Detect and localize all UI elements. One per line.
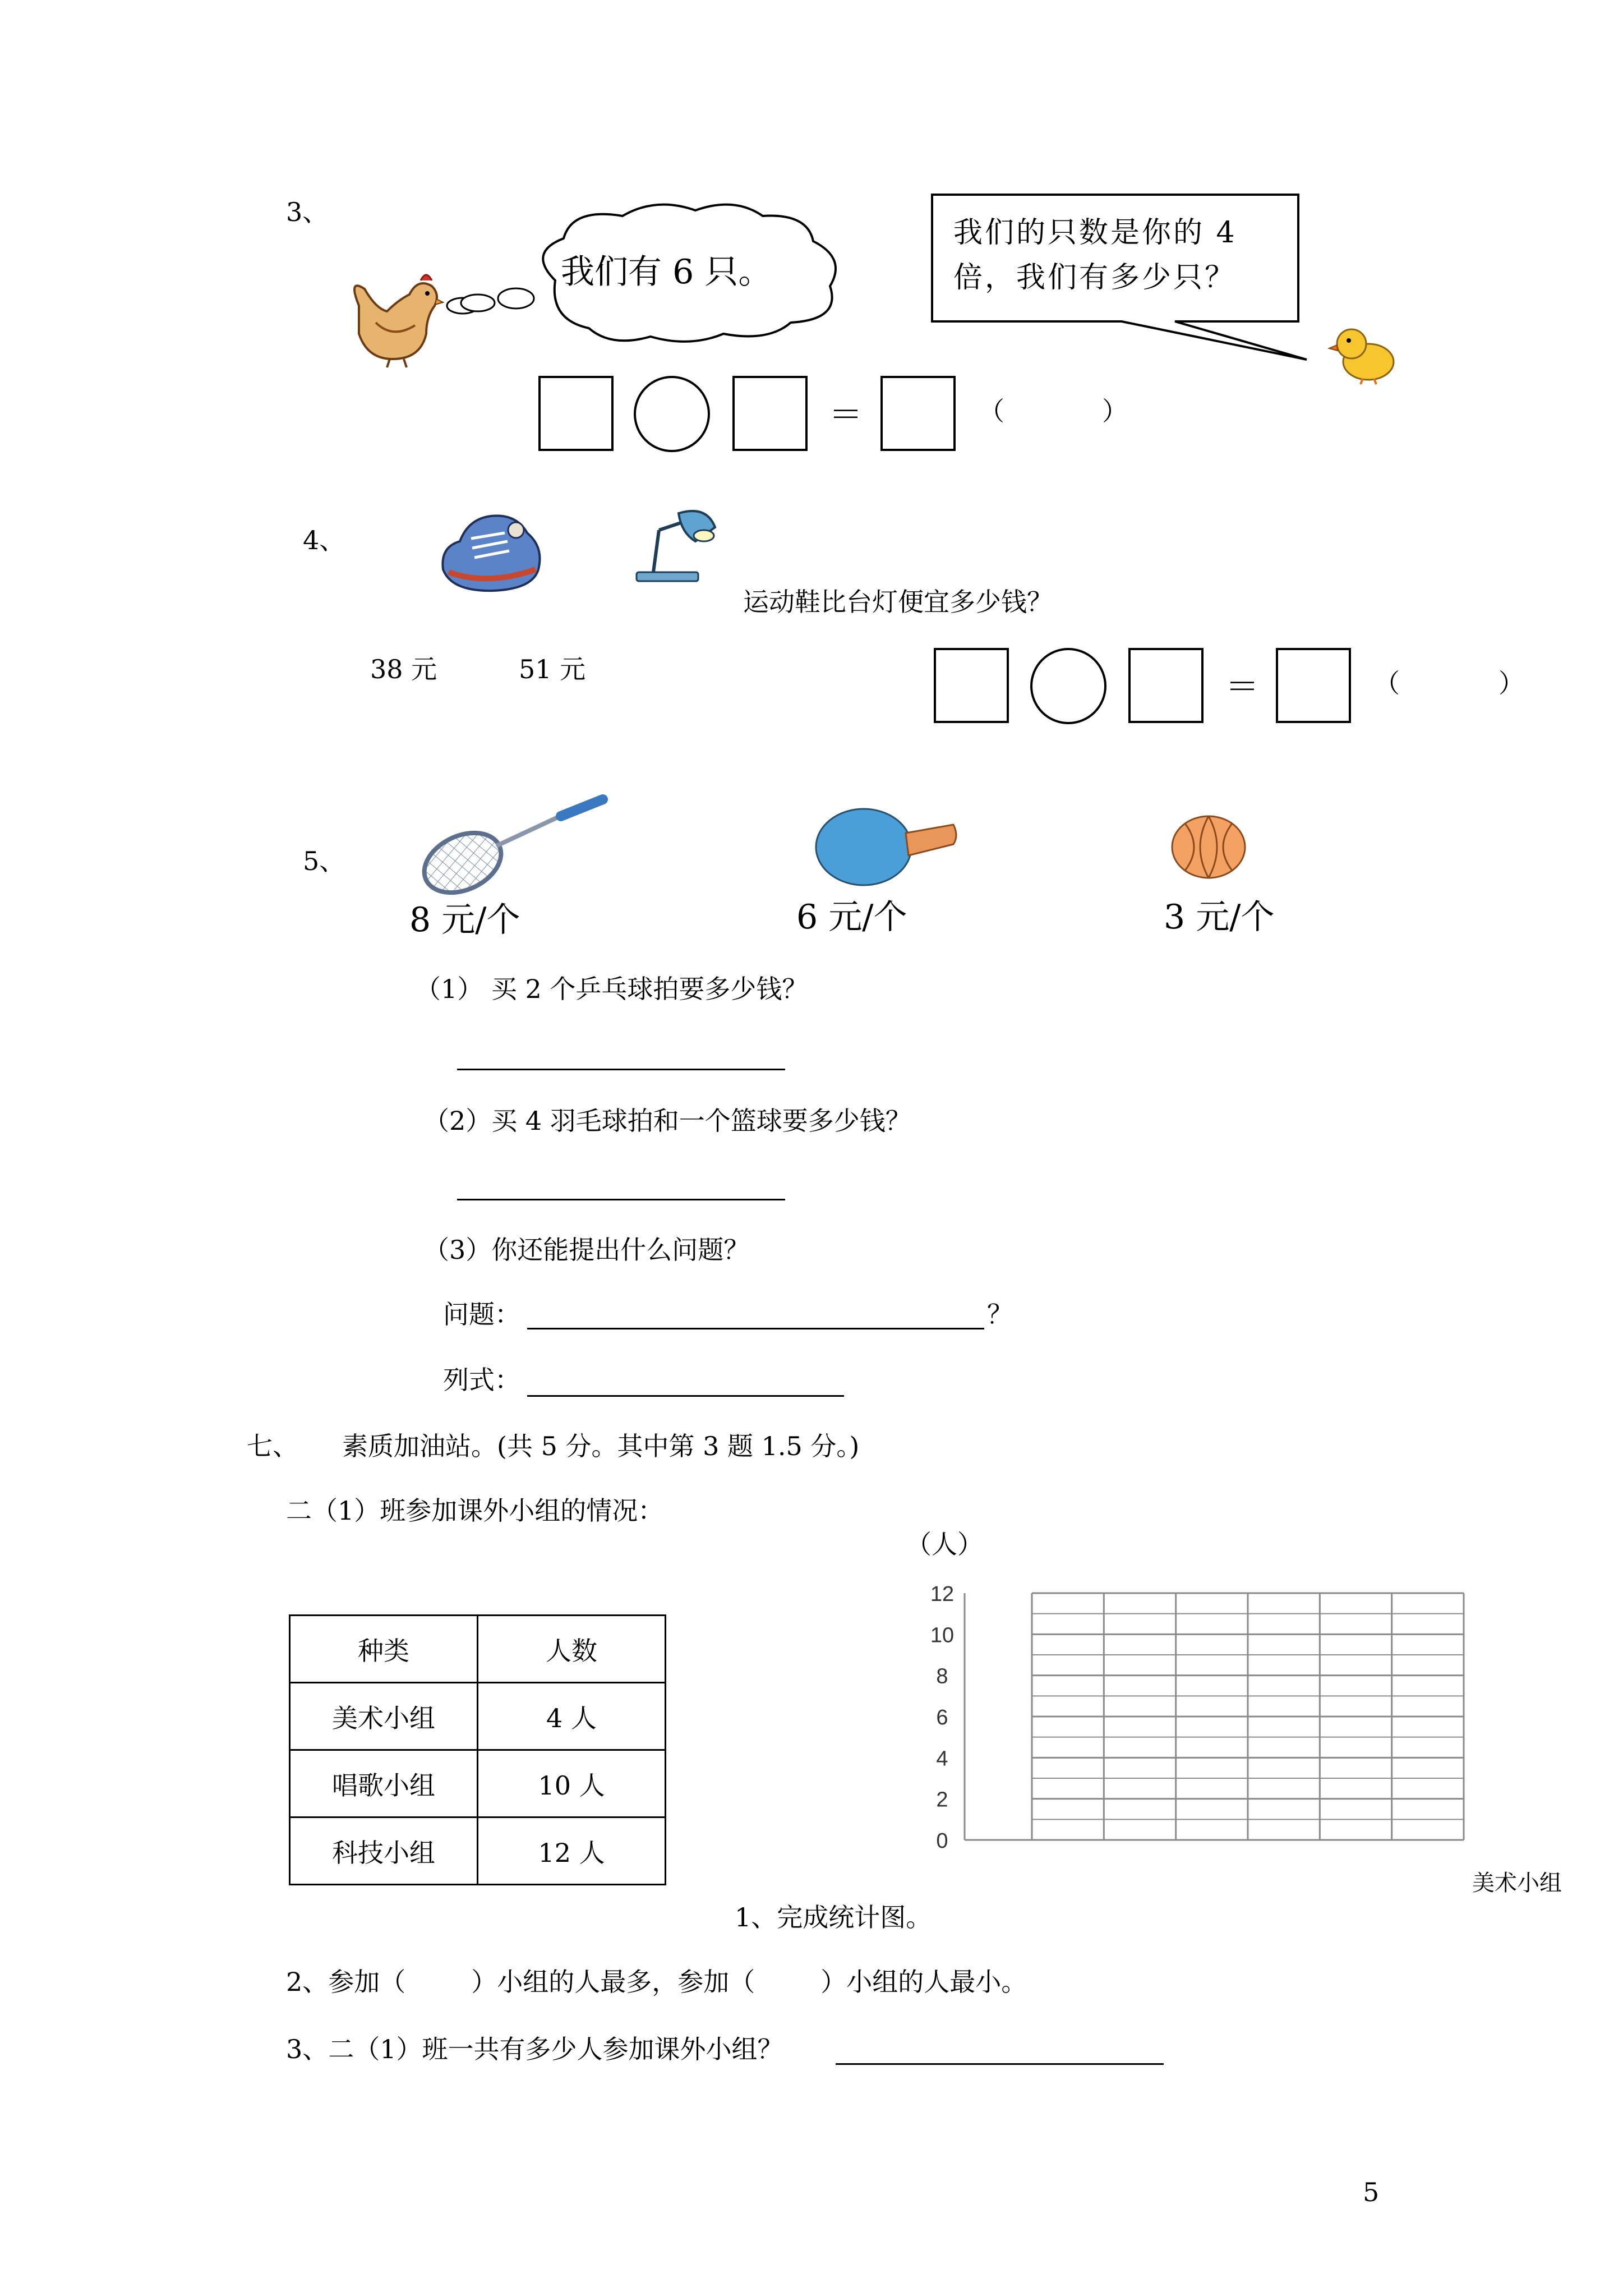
section7-title: 素质加油站。(共 5 分。其中第 3 题 1.5 分。) (342, 1431, 860, 1461)
task1-text: 1、完成统计图。 (735, 1902, 932, 1932)
q5-pingpong-price: 6 元/个 (796, 898, 907, 937)
q3-result-box[interactable] (880, 376, 956, 451)
q4-equals: ＝ (1225, 668, 1259, 707)
q5-basketball-price: 3 元/个 (1164, 898, 1275, 937)
table-row (290, 1818, 666, 1885)
group-stats-table (289, 1614, 666, 1885)
q3-answer-box-1[interactable] (538, 376, 614, 451)
table-header-cell: 种类 (290, 1616, 478, 1683)
q4-unit-paren-close: ） (1498, 668, 1524, 698)
q5-badminton-price: 8 元/个 (409, 900, 520, 940)
y-tick-label: 4 (936, 1747, 948, 1771)
q5-formula-label: 列式： (443, 1365, 520, 1395)
q3-speech-text (953, 210, 1237, 300)
task3-text: 3、二（1）班一共有多少人参加课外小组？ (286, 2034, 783, 2064)
y-tick-label: 6 (936, 1706, 948, 1729)
hen-icon (342, 255, 443, 367)
q4-result-box[interactable] (1276, 648, 1351, 723)
table-row (290, 1683, 666, 1750)
y-tick-label: 2 (936, 1788, 948, 1812)
table-cell: 美术小组 (290, 1683, 478, 1750)
table-cell: 10 人 (478, 1750, 666, 1818)
q4-number: 4、 (303, 525, 345, 555)
pingpong-paddle-icon (813, 799, 959, 889)
q5-number: 5、 (303, 846, 345, 876)
q3-unit-paren-close: ） (1102, 396, 1128, 426)
table-cell: 12 人 (478, 1818, 666, 1885)
q4-answer-box-1[interactable] (934, 648, 1009, 723)
q5-sub1: （1） 买 2 个乒乓球拍要多少钱？ (415, 974, 808, 1004)
q3-answer-box-2[interactable] (732, 376, 808, 451)
q5-sub3: （3）你还能提出什么问题？ (423, 1235, 750, 1265)
y-tick-label: 0 (936, 1829, 948, 1853)
page-number: 5 (1363, 2177, 1380, 2207)
q5-question-label: 问题： (443, 1299, 520, 1329)
y-tick-label: 8 (936, 1664, 948, 1688)
duckling-icon (1329, 323, 1396, 384)
bar-chart-grid[interactable] (920, 1571, 1481, 1862)
q5-sub2-answer-line[interactable] (457, 1199, 785, 1200)
q5-question-end: ？ (987, 1299, 1013, 1329)
section7-intro: 二（1）班参加课外小组的情况： (286, 1496, 664, 1526)
q3-equals: ＝ (829, 395, 863, 435)
q3-number: 3、 (286, 197, 329, 227)
q3-operator-circle[interactable] (634, 376, 710, 452)
q5-sub2: （2）买 4 羽毛球拍和一个篮球要多少钱？ (423, 1106, 911, 1136)
q4-lamp-price: 51 元 (519, 654, 586, 684)
desk-lamp-icon (634, 508, 718, 583)
task3-answer-line[interactable] (836, 2063, 1164, 2065)
q4-unit-paren-open: （ (1374, 668, 1400, 698)
sneaker-icon (437, 508, 544, 595)
badminton-racket-icon (418, 797, 608, 900)
q4-operator-circle[interactable] (1030, 648, 1106, 724)
q5-sub1-answer-line[interactable] (457, 1069, 785, 1070)
section7-number: 七、 (247, 1431, 298, 1461)
table-row (290, 1750, 666, 1818)
y-tick-label: 12 (930, 1582, 955, 1606)
q3-box-line1: 我们的只数是你的 4 (953, 216, 1237, 250)
q4-question: 运动鞋比台灯便宜多少钱？ (743, 587, 1053, 617)
chart-unit-label: （人） (906, 1529, 983, 1559)
table-cell: 4 人 (478, 1683, 666, 1750)
q3-box-line2: 倍，我们有多少只？ (953, 261, 1237, 295)
table-header-row (290, 1616, 666, 1683)
q4-shoe-price: 38 元 (370, 654, 437, 684)
y-tick-label: 10 (930, 1623, 955, 1648)
chart-x-category-label: 美术小组 (1472, 1870, 1562, 1896)
table-header-cell: 人数 (478, 1616, 666, 1683)
q3-unit-paren-open: （ (979, 396, 1004, 426)
q3-bubble-text: 我们有 6 只。 (561, 252, 772, 292)
q5-formula-answer-line[interactable] (527, 1395, 844, 1397)
table-cell: 唱歌小组 (290, 1750, 478, 1818)
basketball-icon (1169, 813, 1248, 881)
table-cell: 科技小组 (290, 1818, 478, 1885)
task2-text: 2、参加（ ）小组的人最多，参加（ ）小组的人最小。 (286, 1967, 1027, 1997)
q4-answer-box-2[interactable] (1128, 648, 1204, 723)
q5-question-answer-line[interactable] (527, 1328, 984, 1329)
